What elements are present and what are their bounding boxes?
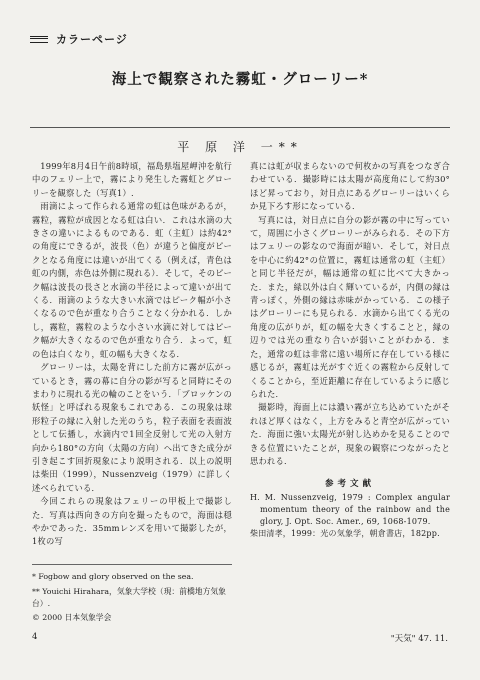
paragraph: 今回これらの現象はフェリーの甲板上で撮影した．写真は西向きの方向を撮ったもので，海面は穏やかであった．35mmレンズを用いて撮影したが，1枚の写 [32, 496, 232, 547]
right-column [250, 160, 450, 540]
paragraph: グローリーは，太陽を背にした前方に霧が広がっているとき，霧の幕に自分の影が写ると同時にそのまわりに現れる光の輪のことをいう．「ブロッケンの妖怪」と呼ばれる現象もこれである．この現象は球形粒子の縁に入射した光のうち，粒子表面を表面波として伝播し，水滴内で1回全反射して光の入射方向から180°の方向（太陽の方向）へ出てきた成分が引き起こす回折現象により説明される．以上の説明は柴田（1999），Nussenzveig（1979）に詳しく述べられている． [32, 362, 232, 493]
section-label: カラーページ [56, 33, 128, 46]
page-number: 4 [32, 632, 38, 642]
footnote-divider [32, 564, 232, 565]
title-divider [30, 127, 450, 128]
paragraph: 真には虹が収まらないので何枚かの写真をつなぎ合わせている．撮影時には太陽が高度角にして約30°ほど昇っており，対日点にあるグローリーはいくらか見下ろす形になっている． [250, 161, 450, 212]
paragraph: 写真には，対日点に自分の影が霧の中に写っていて，周囲に小さくグローリーがみられる．その下方はフェリーの影なので海面が暗い．そして，対日点を中心に約42°の位置に，霧虹は通常の虹（主虹）と同じ半径だが，幅は通常の虹に比べて大きかった．また，緑以外は白く輝いているが，内側の縁は青っぽく，外側の縁は赤味がかっている．この様子はグローリーにも見られる．水滴から出てくる光の角度の広がりが，虹の幅を大きくすることと，縁の辺りでは光の重なり合いが弱いことがわかる．また，通常の虹は非常に遠い場所に存在している様に感じるが，霧虹は光がすぐ近くの霧粒から反射してくることから，至近距離に存在しているように感じられた． [250, 214, 450, 399]
article-title: 海上で観察された霧虹・グローリー* [111, 71, 369, 88]
references-heading: 参考文献 [324, 479, 375, 490]
paragraph: 撮影時，海面上には濃い霧が立ち込めていたがそれほど厚くはなく，上方をみると青空が広がっていた．海面に強い太陽光が射し込めかを見ることのできる位置にいたことが，現象の観察につながったと思われる． [250, 402, 450, 466]
footnote-author-affiliation: ** Youichi Hirahara，気象大学校（現：前橋地方気象台）. [32, 587, 226, 608]
paragraph: 雨滴によって作られる通常の虹は色味があるが，霧粒，霧粒が成因となる虹は白い．これは水滴の大きさの違いによるものである．虹（主虹）は約42°の角度にできるが，波長（色）が違うと偏度がピークとなる角度には違いが出てくる（例えば，青色は虹の内側，赤色は外側に現れる）．そして，そのピーク幅は波長の長さと水滴の半径によって違いが出てくる．雨滴のような大きい水滴ではピーク幅が小さくなるので色が重なり合うことなく分かれる．しかし，霧粒，霧粒のような小さい水滴に対してはピーク幅が大きくなるので色が重なり合う．よって，虹の色は白くなり，虹の幅も大きくなる． [32, 201, 232, 359]
reference-item: H. M. Nussenzveig, 1979 : Complex angular momentum theory of the rainbow and the glory, J. Opt. Soc. Amer., 69, 1068-1079. [250, 492, 450, 526]
section-header [30, 31, 210, 45]
footnote-title-translation: * Fogbow and glory observed on the sea. [32, 572, 194, 581]
left-column [32, 160, 232, 549]
author-name: 平 原 洋 一** [177, 140, 303, 154]
journal-reference: "天気" 47. 11. [390, 634, 448, 644]
paragraph: 1999年8月4日午前8時頃，福島県塩屋岬沖を航行中のフェリー上で，霧により発生した霧虹とグローリーを観察した（写真1）. [32, 161, 232, 198]
header-rule-left [30, 36, 48, 43]
reference-item: 柴田清孝，1999：光の気象学，朝倉書店，182pp. [250, 528, 440, 538]
copyright-notice: © 2000 日本気象学会 [32, 613, 112, 622]
